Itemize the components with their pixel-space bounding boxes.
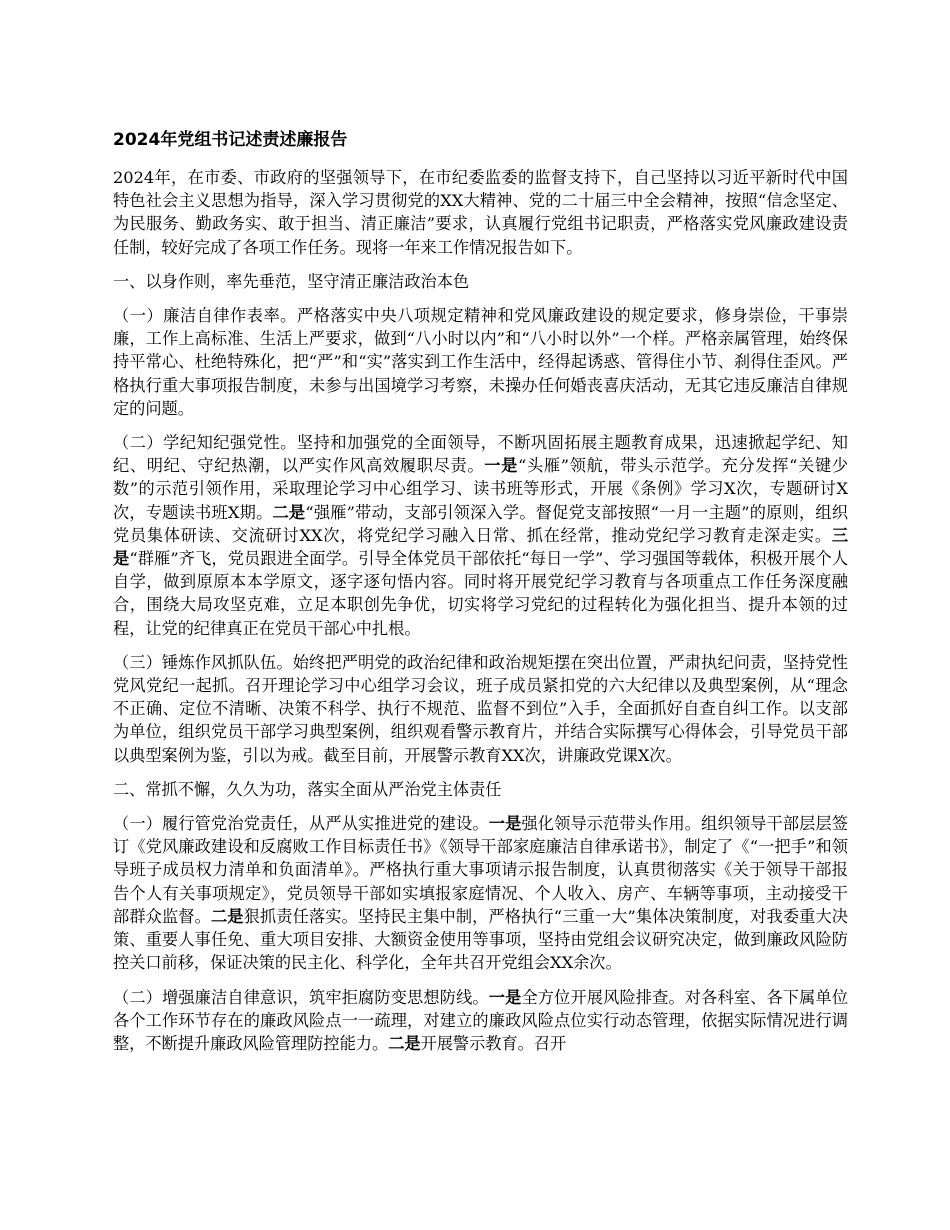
section-2-paragraph-1 — [113, 812, 848, 974]
section-1-heading: 一、以身作则，率先垂范，坚守清正廉洁政治本色 — [113, 271, 470, 291]
emphasis-label: 一是 — [488, 987, 522, 1007]
section-2-paragraph-2 — [113, 986, 848, 1056]
paragraph-text: “头雁”领航，带头示范学。充分发挥“关键少数”的示范引领作用，采取理论学习中心组学习、读书班等形式，开展《条例》学习X次，专题研讨X次，专题读书班X期。 — [113, 456, 849, 522]
emphasis-label: 三是 — [113, 525, 848, 569]
section-2-heading: 二、常抓不懈，久久为功，落实全面从严治党主体责任 — [113, 779, 502, 799]
paragraph-text: 全方位开展风险排查。对各科室、各下属单位各个工作环节存在的廉政风险点一一疏理，对建立的廉政风险点位实行动态管理，依据实际情况进行调整，不断提升廉政风险管理防控能力。 — [113, 987, 849, 1053]
paragraph-text: （二）增强廉洁自律意识，筑牢拒腐防变思想防线。 — [113, 987, 489, 1007]
section-1-paragraph-3: （三）锤炼作风抓队伍。始终把严明党的政治纪律和政治规矩摆在突出位置，严肃执纪问责，坚持党性党风党纪一起抓。召开理论学习中心组学习会议，班子成员紧扣党的六大纪律以及典型案例，从“理念不正确、定位不清晰、决策不科学、执行不规范、监督不到位”入手，全面抓好自查自纠工作。以支部为单位，组织党员干部学习典型案例，组织观看警示教育片，并结合实际撰写心得体会，引导党员干部以典型案例为鉴，引以为戒。截至目前，开展警示教育XX次，讲廉政党课X次。 — [113, 652, 848, 765]
intro-paragraph: 2024年，在市委、市政府的坚强领导下，在市纪委监委的监督支持下，自己坚持以习近平新时代中国特色社会主义思想为指导，深入学习贯彻党的XX大精神、党的二十届三中全会精神，按照“信念坚定、为民服务、勤政务实、敢于担当、清正廉洁”要求，认真履行党组书记职责，严格落实党风廉政建设责任制，较好完成了各项工作任务。现将一年来工作情况报告如下。 — [113, 168, 848, 257]
section-1-paragraph-1: （一）廉洁自律作表率。严格落实中央八项规定精神和党风廉政建设的规定要求，修身崇俭，干事崇廉，工作上高标准、生活上严要求，做到“八小时以内”和“八小时以外”一个样。严格亲属管理，始终保持平常心、杜绝特殊化，把“严”和“实”落实到工作生活中，经得起诱惑、管得住小节、刹得住歪风。严格执行重大事项报告制度，未参与出国境学习考察，未操办任何婚丧喜庆活动，无其它违反廉洁自律规定的问题。 — [113, 306, 848, 418]
emphasis-label: 二是 — [388, 1033, 421, 1053]
paragraph-text: （二）学纪知纪强党性。坚持和加强党的全面领导，不断巩固拓展主题教育成果，迅速掀起学纪、知纪、明纪、守纪热潮，以严实作风高效履职尽责。 — [113, 433, 848, 476]
emphasis-label: 二是 — [210, 906, 244, 926]
emphasis-label: 一是 — [484, 456, 519, 476]
paragraph-text: 开展警示教育。召开 — [420, 1033, 567, 1053]
document-title: 2024年党组书记述责述廉报告 — [113, 130, 348, 150]
paragraph-text: 狠抓责任落实。坚持民主集中制，严格执行“三重一大”集体决策制度，对我委重大决策、重要人事任免、重大项目安排、大额资金使用等事项，坚持由党组会议研究决定，做到廉政风险防控关口前移，保证决策的民主化、科学化，全年共召开党组会XX余次。 — [113, 906, 848, 973]
paragraph-text: 强化领导示范带头作用。组织领导干部层层签订《党风廉政建设和反腐败工作目标责任书》《领导干部家庭廉洁自律承诺书》，制定了《“一把手”和领导班子成员权力清单和负面清单》。严格执行重大事项请示报告制度，认真贯彻落实《关于领导干部报告个人有关事项规定》，党员领导干部如实填报家庭情况、个人收入、房产、车辆等事项，主动接受干部群众监督。 — [113, 814, 849, 926]
emphasis-label: 二是 — [272, 502, 306, 522]
paragraph-text: （一）履行管党治党责任，从严从实推进党的建设。 — [113, 814, 489, 834]
paragraph-text: “强雁”带动，支部引领深入学。督促党支部按照“一月一主题”的原则，组织党员集体研读、交流研讨XX次，将党纪学习融入日常、抓在经常，推动党纪学习教育走深走实。 — [113, 502, 849, 545]
emphasis-label: 一是 — [488, 814, 522, 834]
section-1-paragraph-2 — [113, 431, 848, 640]
paragraph-text: “群雁”齐飞，党员跟进全面学。引导全体党员干部依托“每日一学”、学习强国等载体，积极开展个人自学，做到原原本本学原文，逐字逐句悟内容。同时将开展党纪学习教育与各项重点工作任务深度融合，围绕大局攻坚克难，立足本职创先争优，切实将学习党纪的过程转化为强化担当、提升本领的过程，让党的纪律真正在党员干部心中扎根。 — [113, 549, 849, 638]
document-body — [113, 120, 848, 1066]
